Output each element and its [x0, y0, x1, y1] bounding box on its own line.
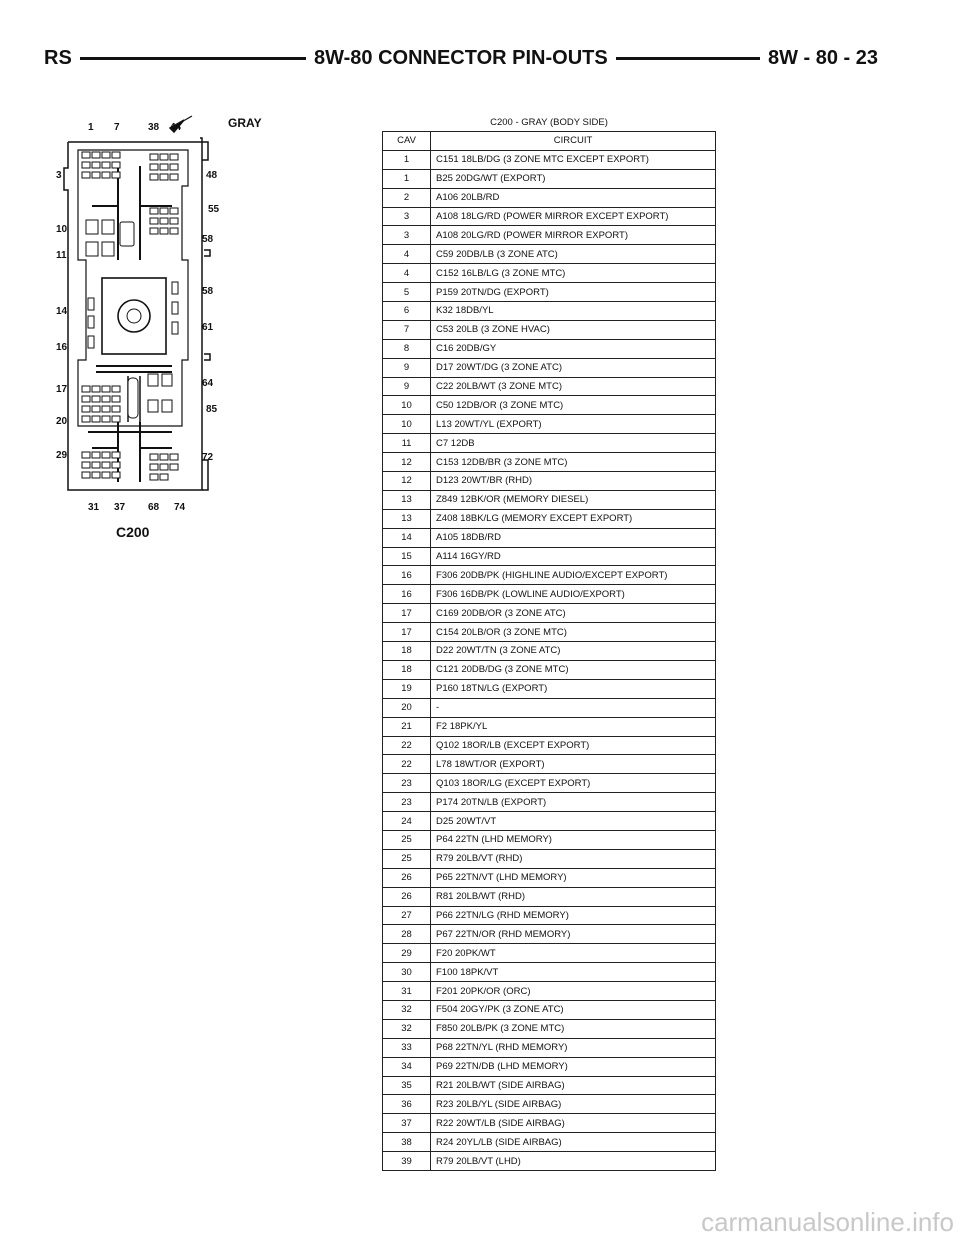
table-row	[383, 509, 716, 528]
cav-cell: 16	[383, 566, 431, 585]
cav-cell: 37	[383, 1114, 431, 1133]
circuit-cell: C152 16LB/LG (3 ZONE MTC)	[431, 264, 716, 283]
table-row	[383, 944, 716, 963]
header-section-code: RS	[44, 46, 80, 70]
pin-label: 7	[114, 122, 120, 133]
cav-cell: 25	[383, 830, 431, 849]
circuit-cell: B25 20DG/WT (EXPORT)	[431, 169, 716, 188]
circuit-cell: C151 18LB/DG (3 ZONE MTC EXCEPT EXPORT)	[431, 150, 716, 169]
cav-cell: 6	[383, 302, 431, 321]
column-header-circuit: CIRCUIT	[431, 132, 716, 151]
circuit-cell: D25 20WT/VT	[431, 812, 716, 831]
cav-cell: 29	[383, 944, 431, 963]
circuit-cell: A114 16GY/RD	[431, 547, 716, 566]
pinout-table	[382, 131, 716, 1171]
cav-cell: 4	[383, 264, 431, 283]
cav-cell: 39	[383, 1152, 431, 1171]
pin-label: 64	[202, 378, 214, 389]
column-header-cav: CAV	[383, 132, 431, 151]
pin-label: 31	[88, 502, 100, 513]
cav-cell: 12	[383, 472, 431, 491]
connector-drawing	[52, 110, 272, 550]
header-title: 8W-80 CONNECTOR PIN-OUTS	[306, 46, 616, 70]
cav-cell: 9	[383, 358, 431, 377]
cav-cell: 23	[383, 793, 431, 812]
table-row	[383, 358, 716, 377]
pin-label: 16	[56, 342, 68, 353]
circuit-cell: P64 22TN (LHD MEMORY)	[431, 830, 716, 849]
table-row	[383, 849, 716, 868]
cav-cell: 3	[383, 207, 431, 226]
cav-cell: 18	[383, 660, 431, 679]
circuit-cell: R22 20WT/LB (SIDE AIRBAG)	[431, 1114, 716, 1133]
pin-label: 61	[202, 322, 214, 333]
cav-cell: 23	[383, 774, 431, 793]
circuit-cell: F306 16DB/PK (LOWLINE AUDIO/EXPORT)	[431, 585, 716, 604]
cav-cell: 26	[383, 868, 431, 887]
table-row	[383, 812, 716, 831]
table-row	[383, 320, 716, 339]
table-row	[383, 396, 716, 415]
pin-label: 10	[56, 224, 68, 235]
table-row	[383, 150, 716, 169]
table-row	[383, 925, 716, 944]
cav-cell: 30	[383, 963, 431, 982]
cav-cell: 7	[383, 320, 431, 339]
table-row	[383, 717, 716, 736]
pin-label: 14	[56, 306, 68, 317]
table-row	[383, 585, 716, 604]
circuit-cell: R79 20LB/VT (LHD)	[431, 1152, 716, 1171]
circuit-cell: K32 18DB/YL	[431, 302, 716, 321]
cav-cell: 24	[383, 812, 431, 831]
cav-cell: 12	[383, 453, 431, 472]
circuit-cell: P160 18TN/LG (EXPORT)	[431, 679, 716, 698]
cav-cell: 34	[383, 1057, 431, 1076]
table-row	[383, 339, 716, 358]
circuit-cell: F2 18PK/YL	[431, 717, 716, 736]
cav-cell: 32	[383, 1019, 431, 1038]
circuit-cell: A108 18LG/RD (POWER MIRROR EXCEPT EXPORT)	[431, 207, 716, 226]
table-row	[383, 434, 716, 453]
circuit-cell: F201 20PK/OR (ORC)	[431, 982, 716, 1001]
circuit-cell: C153 12DB/BR (3 ZONE MTC)	[431, 453, 716, 472]
pin-label: 17	[56, 384, 68, 395]
circuit-cell: Z408 18BK/LG (MEMORY EXCEPT EXPORT)	[431, 509, 716, 528]
circuit-cell: A105 18DB/RD	[431, 528, 716, 547]
cav-cell: 36	[383, 1095, 431, 1114]
table-row	[383, 736, 716, 755]
cav-cell: 33	[383, 1038, 431, 1057]
cav-cell: 17	[383, 604, 431, 623]
cav-cell: 35	[383, 1076, 431, 1095]
table-row	[383, 604, 716, 623]
circuit-cell: P65 22TN/VT (LHD MEMORY)	[431, 868, 716, 887]
table-header-row	[383, 132, 716, 151]
table-row	[383, 207, 716, 226]
circuit-cell: A108 20LG/RD (POWER MIRROR EXPORT)	[431, 226, 716, 245]
circuit-cell: A106 20LB/RD	[431, 188, 716, 207]
pin-label: 74	[174, 502, 186, 513]
cav-cell: 16	[383, 585, 431, 604]
circuit-cell: R79 20LB/VT (RHD)	[431, 849, 716, 868]
cav-cell: 25	[383, 849, 431, 868]
connector-name: C200	[116, 524, 150, 540]
table-row	[383, 698, 716, 717]
table-row	[383, 830, 716, 849]
circuit-cell: C16 20DB/GY	[431, 339, 716, 358]
table-row	[383, 1133, 716, 1152]
table-row	[383, 963, 716, 982]
table-row	[383, 1038, 716, 1057]
cav-cell: 32	[383, 1000, 431, 1019]
circuit-cell: F20 20PK/WT	[431, 944, 716, 963]
circuit-cell: C59 20DB/LB (3 ZONE ATC)	[431, 245, 716, 264]
connector-diagram	[52, 110, 272, 550]
cav-cell: 31	[383, 982, 431, 1001]
pin-label: 55	[208, 204, 220, 215]
pin-label: 48	[206, 170, 218, 181]
circuit-cell: P66 22TN/LG (RHD MEMORY)	[431, 906, 716, 925]
cav-cell: 13	[383, 509, 431, 528]
circuit-cell: R21 20LB/WT (SIDE AIRBAG)	[431, 1076, 716, 1095]
watermark: carmanualsonline.info	[701, 1207, 954, 1237]
table-row	[383, 528, 716, 547]
circuit-cell: C50 12DB/OR (3 ZONE MTC)	[431, 396, 716, 415]
table-row	[383, 415, 716, 434]
circuit-cell: Q103 18OR/LG (EXCEPT EXPORT)	[431, 774, 716, 793]
cav-cell: 38	[383, 1133, 431, 1152]
circuit-cell: Q102 18OR/LB (EXCEPT EXPORT)	[431, 736, 716, 755]
cav-cell: 4	[383, 245, 431, 264]
circuit-cell: F850 20LB/PK (3 ZONE MTC)	[431, 1019, 716, 1038]
table-row	[383, 1114, 716, 1133]
circuit-cell: F100 18PK/VT	[431, 963, 716, 982]
pin-label: 85	[206, 404, 218, 415]
cav-cell: 11	[383, 434, 431, 453]
header-page-number: 8W - 80 - 23	[760, 46, 878, 70]
circuit-cell: R23 20LB/YL (SIDE AIRBAG)	[431, 1095, 716, 1114]
pin-label: 68	[148, 502, 160, 513]
table-row	[383, 774, 716, 793]
pin-label: 38	[148, 122, 160, 133]
cav-cell: 22	[383, 755, 431, 774]
table-row	[383, 245, 716, 264]
cav-cell: 10	[383, 415, 431, 434]
pin-label: 20	[56, 416, 68, 427]
circuit-cell: P68 22TN/YL (RHD MEMORY)	[431, 1038, 716, 1057]
table-row	[383, 906, 716, 925]
table-row	[383, 283, 716, 302]
circuit-cell: D17 20WT/DG (3 ZONE ATC)	[431, 358, 716, 377]
table-row	[383, 642, 716, 661]
table-row	[383, 868, 716, 887]
circuit-cell: L13 20WT/YL (EXPORT)	[431, 415, 716, 434]
table-row	[383, 1095, 716, 1114]
table-row	[383, 1152, 716, 1171]
table-title: C200 - GRAY (BODY SIDE)	[490, 117, 608, 128]
table-row	[383, 755, 716, 774]
circuit-cell: P174 20TN/LB (EXPORT)	[431, 793, 716, 812]
table-row	[383, 226, 716, 245]
cav-cell: 2	[383, 188, 431, 207]
cav-cell: 21	[383, 717, 431, 736]
table-row	[383, 453, 716, 472]
circuit-cell: F306 20DB/PK (HIGHLINE AUDIO/EXCEPT EXPORT)	[431, 566, 716, 585]
circuit-cell: C154 20LB/OR (3 ZONE MTC)	[431, 623, 716, 642]
cav-cell: 28	[383, 925, 431, 944]
pin-label: 44	[170, 122, 182, 133]
cav-cell: 8	[383, 339, 431, 358]
circuit-cell: C121 20DB/DG (3 ZONE MTC)	[431, 660, 716, 679]
pin-label: 29	[56, 450, 68, 461]
pin-label: 58	[202, 286, 214, 297]
table-row	[383, 169, 716, 188]
cav-cell: 1	[383, 150, 431, 169]
table-row	[383, 472, 716, 491]
cav-cell: 27	[383, 906, 431, 925]
cav-cell: 3	[383, 226, 431, 245]
connector-color-label: GRAY	[228, 116, 262, 130]
cav-cell: 20	[383, 698, 431, 717]
page-header	[44, 44, 878, 74]
cav-cell: 19	[383, 679, 431, 698]
table-row	[383, 490, 716, 509]
cav-cell: 1	[383, 169, 431, 188]
table-row	[383, 566, 716, 585]
table-row	[383, 660, 716, 679]
pin-label: 37	[114, 502, 126, 513]
circuit-cell: P159 20TN/DG (EXPORT)	[431, 283, 716, 302]
cav-cell: 10	[383, 396, 431, 415]
table-row	[383, 679, 716, 698]
table-row	[383, 547, 716, 566]
cav-cell: 26	[383, 887, 431, 906]
table-row	[383, 1076, 716, 1095]
table-row	[383, 793, 716, 812]
circuit-cell: L78 18WT/OR (EXPORT)	[431, 755, 716, 774]
cav-cell: 22	[383, 736, 431, 755]
circuit-cell: P67 22TN/OR (RHD MEMORY)	[431, 925, 716, 944]
cav-cell: 13	[383, 490, 431, 509]
circuit-cell: C22 20LB/WT (3 ZONE MTC)	[431, 377, 716, 396]
circuit-cell: C53 20LB (3 ZONE HVAC)	[431, 320, 716, 339]
cav-cell: 14	[383, 528, 431, 547]
pin-label: 58	[202, 234, 214, 245]
circuit-cell: -	[431, 698, 716, 717]
table-row	[383, 264, 716, 283]
circuit-cell: C169 20DB/OR (3 ZONE ATC)	[431, 604, 716, 623]
pinout-table-section	[382, 114, 716, 1171]
pin-label: 3	[56, 170, 62, 181]
circuit-cell: D123 20WT/BR (RHD)	[431, 472, 716, 491]
table-row	[383, 1057, 716, 1076]
cav-cell: 18	[383, 642, 431, 661]
pin-label: 11	[56, 250, 67, 261]
table-row	[383, 188, 716, 207]
pin-label: 1	[88, 122, 94, 133]
table-row	[383, 302, 716, 321]
circuit-cell: P69 22TN/DB (LHD MEMORY)	[431, 1057, 716, 1076]
cav-cell: 5	[383, 283, 431, 302]
table-row	[383, 887, 716, 906]
table-row	[383, 982, 716, 1001]
table-row	[383, 1019, 716, 1038]
circuit-cell: F504 20GY/PK (3 ZONE ATC)	[431, 1000, 716, 1019]
cav-cell: 15	[383, 547, 431, 566]
table-row	[383, 1000, 716, 1019]
table-row	[383, 377, 716, 396]
circuit-cell: R81 20LB/WT (RHD)	[431, 887, 716, 906]
cav-cell: 17	[383, 623, 431, 642]
table-row	[383, 623, 716, 642]
circuit-cell: C7 12DB	[431, 434, 716, 453]
pin-label: 72	[202, 452, 214, 463]
cav-cell: 9	[383, 377, 431, 396]
circuit-cell: Z849 12BK/OR (MEMORY DIESEL)	[431, 490, 716, 509]
table-body	[383, 150, 716, 1170]
circuit-cell: D22 20WT/TN (3 ZONE ATC)	[431, 642, 716, 661]
circuit-cell: R24 20YL/LB (SIDE AIRBAG)	[431, 1133, 716, 1152]
